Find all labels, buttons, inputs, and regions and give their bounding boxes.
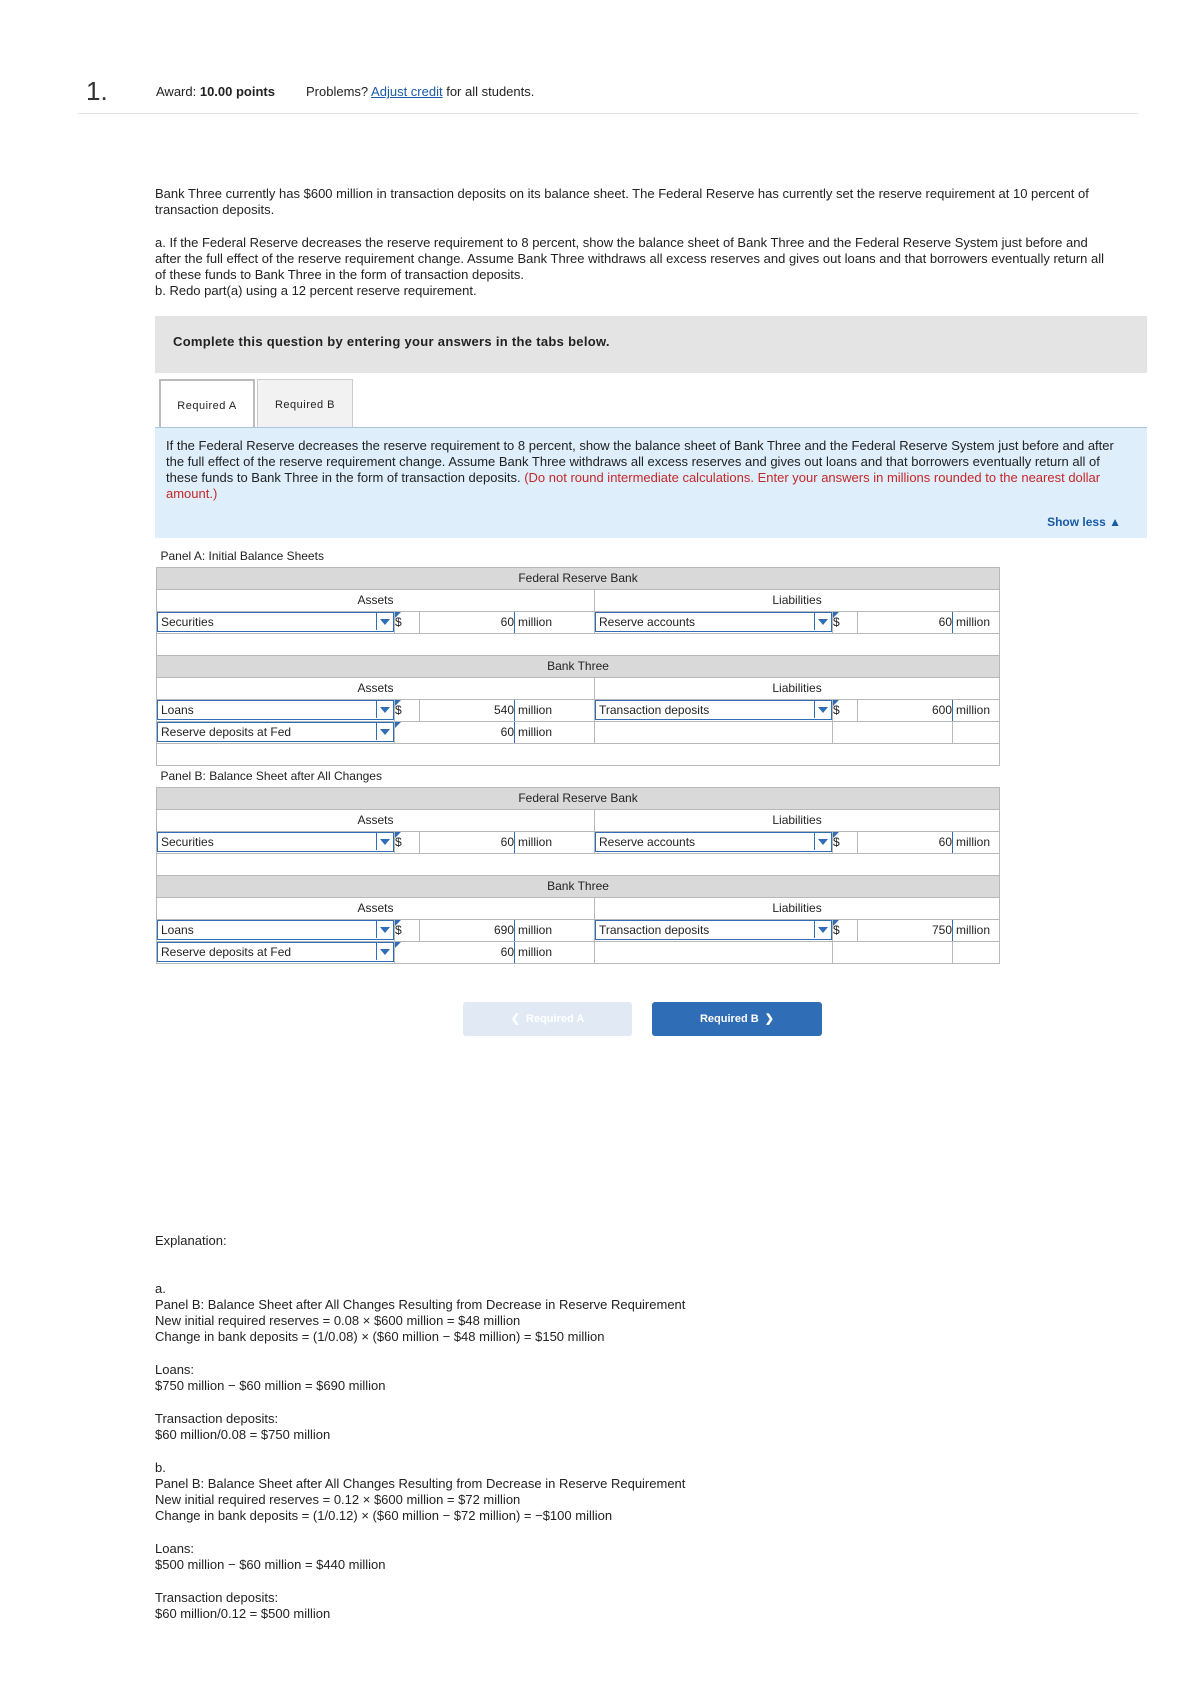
chevron-down-icon[interactable] [376, 723, 393, 740]
asset-select-cell[interactable] [157, 611, 395, 633]
explanation-line: $750 million − $60 million = $690 million [155, 1378, 386, 1393]
unit-label: million [515, 919, 595, 941]
stem-part-b: b. Redo part(a) using a 12 percent reserve requirement. [155, 283, 477, 298]
liability-select-cell[interactable] [595, 831, 833, 853]
instructions-text: If the Federal Reserve decreases the reserve requirement to 8 percent, show the balance sheet of Bank Three and the Federal Reserve System just before and after the full effect of the reserve requirement change. Assume Bank Three withdraws all excess reserves and gives out loans and that borrowers eventually return all of these funds to Bank Three in the form of transaction deposits. [166, 438, 1114, 485]
currency-sign: $ [395, 611, 420, 633]
empty-cell [833, 721, 953, 743]
prev-tab-button[interactable] [463, 1002, 632, 1036]
panel-a-title: Panel A: Initial Balance Sheets [157, 545, 1000, 567]
empty-cell [953, 941, 1000, 963]
liability-select-value: Reserve accounts [599, 615, 696, 629]
balance-sheet-table [156, 545, 1000, 964]
asset-select[interactable] [157, 920, 394, 940]
unit-label: million [515, 831, 595, 853]
asset-select[interactable] [157, 942, 394, 962]
assets-header: Assets [157, 809, 595, 831]
amount-input[interactable]: 60 [395, 721, 515, 743]
asset-select-cell[interactable] [157, 919, 395, 941]
unit-label: million [515, 611, 595, 633]
liability-select-value: Reserve accounts [599, 835, 696, 849]
assets-header: Assets [157, 897, 595, 919]
empty-cell [595, 941, 833, 963]
explanation-line: Change in bank deposits = (1/0.08) × ($60 million − $48 million) = $150 million [155, 1329, 605, 1344]
empty-cell [595, 721, 833, 743]
assets-header: Assets [157, 589, 595, 611]
explanation-line: Transaction deposits: [155, 1590, 279, 1605]
complete-banner-text: Complete this question by entering your answers in the tabs below. [173, 334, 610, 349]
explanation-line: New initial required reserves = 0.08 × $600 million = $48 million [155, 1313, 521, 1328]
question-number: 1. [86, 76, 108, 106]
asset-select-cell[interactable] [157, 699, 395, 721]
explanation-line: Loans: [155, 1541, 195, 1556]
liabilities-header: Liabilities [595, 677, 1000, 699]
chevron-right-icon: ❯ [758, 1013, 775, 1025]
explanation-line: $60 million/0.12 = $500 million [155, 1606, 331, 1621]
asset-select-cell[interactable] [157, 831, 395, 853]
instructions-text-wrap [166, 438, 1131, 502]
next-tab-button[interactable] [652, 1002, 822, 1036]
explanation-a-label: a. [155, 1281, 166, 1296]
asset-select-cell[interactable] [157, 721, 395, 743]
complete-banner [155, 316, 1147, 373]
chevron-down-icon[interactable] [376, 613, 393, 630]
explanation-line: Panel B: Balance Sheet after All Changes Resulting from Decrease in Reserve Requirement [155, 1297, 686, 1312]
currency-sign: $ [833, 831, 858, 853]
empty-cell [833, 941, 953, 963]
liability-select-cell[interactable] [595, 919, 833, 941]
asset-select-value: Reserve deposits at Fed [161, 945, 292, 959]
bank-header: Bank Three [157, 875, 1000, 897]
liability-select[interactable] [595, 920, 832, 940]
tab-required-a[interactable]: Required A [159, 379, 255, 427]
chevron-left-icon: ❮ [510, 1013, 527, 1025]
unit-label: million [953, 699, 1000, 721]
panel-b-title: Panel B: Balance Sheet after All Changes [157, 765, 1000, 787]
header-divider [78, 113, 1138, 114]
unit-label: million [515, 699, 595, 721]
unit-label: million [515, 941, 595, 963]
instructions-note: (Do not round intermediate calculations. Enter your answers in millions rounded to the nearest dollar amount.) [166, 470, 1101, 501]
chevron-down-icon[interactable] [814, 921, 831, 938]
problems-suffix: for all students. [442, 84, 535, 99]
amount-input[interactable]: 690 [420, 919, 515, 941]
liability-select-cell[interactable] [595, 611, 833, 633]
fed-header: Federal Reserve Bank [157, 787, 1000, 809]
asset-select[interactable] [157, 700, 394, 720]
bank-header: Bank Three [157, 655, 1000, 677]
asset-select-value: Loans [161, 703, 194, 717]
explanation-line: $60 million/0.08 = $750 million [155, 1427, 331, 1442]
amount-input[interactable]: 60 [858, 831, 953, 853]
explanation-line: New initial required reserves = 0.12 × $600 million = $72 million [155, 1492, 521, 1507]
explanation-line: Change in bank deposits = (1/0.12) × ($60 million − $72 million) = −$100 million [155, 1508, 613, 1523]
chevron-down-icon[interactable] [376, 921, 393, 938]
explanation-line: Transaction deposits: [155, 1411, 279, 1426]
asset-select-value: Securities [161, 835, 214, 849]
liability-select[interactable] [595, 832, 832, 852]
assets-header: Assets [157, 677, 595, 699]
chevron-down-icon[interactable] [376, 943, 393, 960]
currency-sign: $ [395, 831, 420, 853]
currency-sign: $ [833, 699, 858, 721]
award-points: 10.00 points [199, 84, 275, 99]
liability-select[interactable] [595, 700, 832, 720]
instructions-box [155, 428, 1147, 538]
problems-prefix: Problems? [306, 84, 372, 99]
unit-label: million [515, 721, 595, 743]
spacer-row [157, 633, 1000, 655]
unit-label: million [953, 831, 1000, 853]
liability-select-value: Transaction deposits [599, 703, 710, 717]
spacer-row [157, 743, 1000, 765]
next-tab-label: Required B [699, 1013, 759, 1025]
problems-info [306, 84, 534, 99]
amount-input[interactable]: 600 [858, 699, 953, 721]
spacer-row [157, 853, 1000, 875]
amount-input[interactable]: 750 [858, 919, 953, 941]
liability-select-cell[interactable] [595, 699, 833, 721]
asset-select[interactable] [157, 722, 394, 742]
explanation-line: $500 million − $60 million = $440 million [155, 1557, 386, 1572]
asset-select-value: Loans [161, 923, 194, 937]
explanation-line: Loans: [155, 1362, 195, 1377]
chevron-down-icon[interactable] [814, 833, 831, 850]
explanation-title: Explanation: [155, 1233, 227, 1248]
explanation-b-label: b. [155, 1460, 166, 1475]
explanation-line: Panel B: Balance Sheet after All Changes Resulting from Decrease in Reserve Requirement [155, 1476, 686, 1491]
prev-tab-label: Required A [526, 1013, 585, 1025]
liabilities-header: Liabilities [595, 809, 1000, 831]
fed-header: Federal Reserve Bank [157, 567, 1000, 589]
unit-label: million [953, 611, 1000, 633]
asset-select[interactable] [157, 832, 394, 852]
currency-sign: $ [395, 919, 420, 941]
amount-input[interactable]: 60 [395, 941, 515, 963]
liability-select-value: Transaction deposits [599, 923, 710, 937]
liabilities-header: Liabilities [595, 897, 1000, 919]
award-info [156, 84, 275, 99]
asset-select[interactable] [157, 612, 394, 632]
amount-input[interactable]: 60 [858, 611, 953, 633]
question-stem [155, 186, 1115, 299]
currency-sign: $ [395, 699, 420, 721]
chevron-down-icon[interactable] [814, 701, 831, 718]
liabilities-header: Liabilities [595, 589, 1000, 611]
empty-cell [953, 721, 1000, 743]
unit-label: million [953, 919, 1000, 941]
stem-paragraph: Bank Three currently has $600 million in transaction deposits on its balance sheet. The Federal Reserve has currently set the reserve requirement at 10 percent of transaction deposits. [155, 186, 1089, 217]
tab-required-b[interactable]: Required B [257, 379, 353, 427]
asset-select-value: Securities [161, 615, 214, 629]
amount-input[interactable]: 540 [420, 699, 515, 721]
asset-select-value: Reserve deposits at Fed [161, 725, 292, 739]
amount-input[interactable]: 60 [420, 831, 515, 853]
currency-sign: $ [833, 919, 858, 941]
adjust-credit-link[interactable]: Adjust credit [371, 84, 443, 99]
chevron-down-icon[interactable] [376, 701, 393, 718]
show-less-toggle[interactable]: Show less ▲ [1047, 515, 1121, 529]
explanation [155, 1233, 1155, 1622]
liability-select[interactable] [595, 612, 832, 632]
stem-part-a: a. If the Federal Reserve decreases the reserve requirement to 8 percent, show the balance sheet of Bank Three and the Federal Reserve System just before and after the full effect of the reserve requirement change. Assume Bank Three withdraws all excess reserves and gives out loans and that borrowers eventually return all of these funds to Bank Three in the form of transaction deposits. [155, 235, 1105, 282]
chevron-down-icon[interactable] [376, 833, 393, 850]
currency-sign: $ [833, 611, 858, 633]
amount-input[interactable]: 60 [420, 611, 515, 633]
asset-select-cell[interactable] [157, 941, 395, 963]
chevron-down-icon[interactable] [814, 613, 831, 630]
award-label: Award: [156, 84, 200, 99]
